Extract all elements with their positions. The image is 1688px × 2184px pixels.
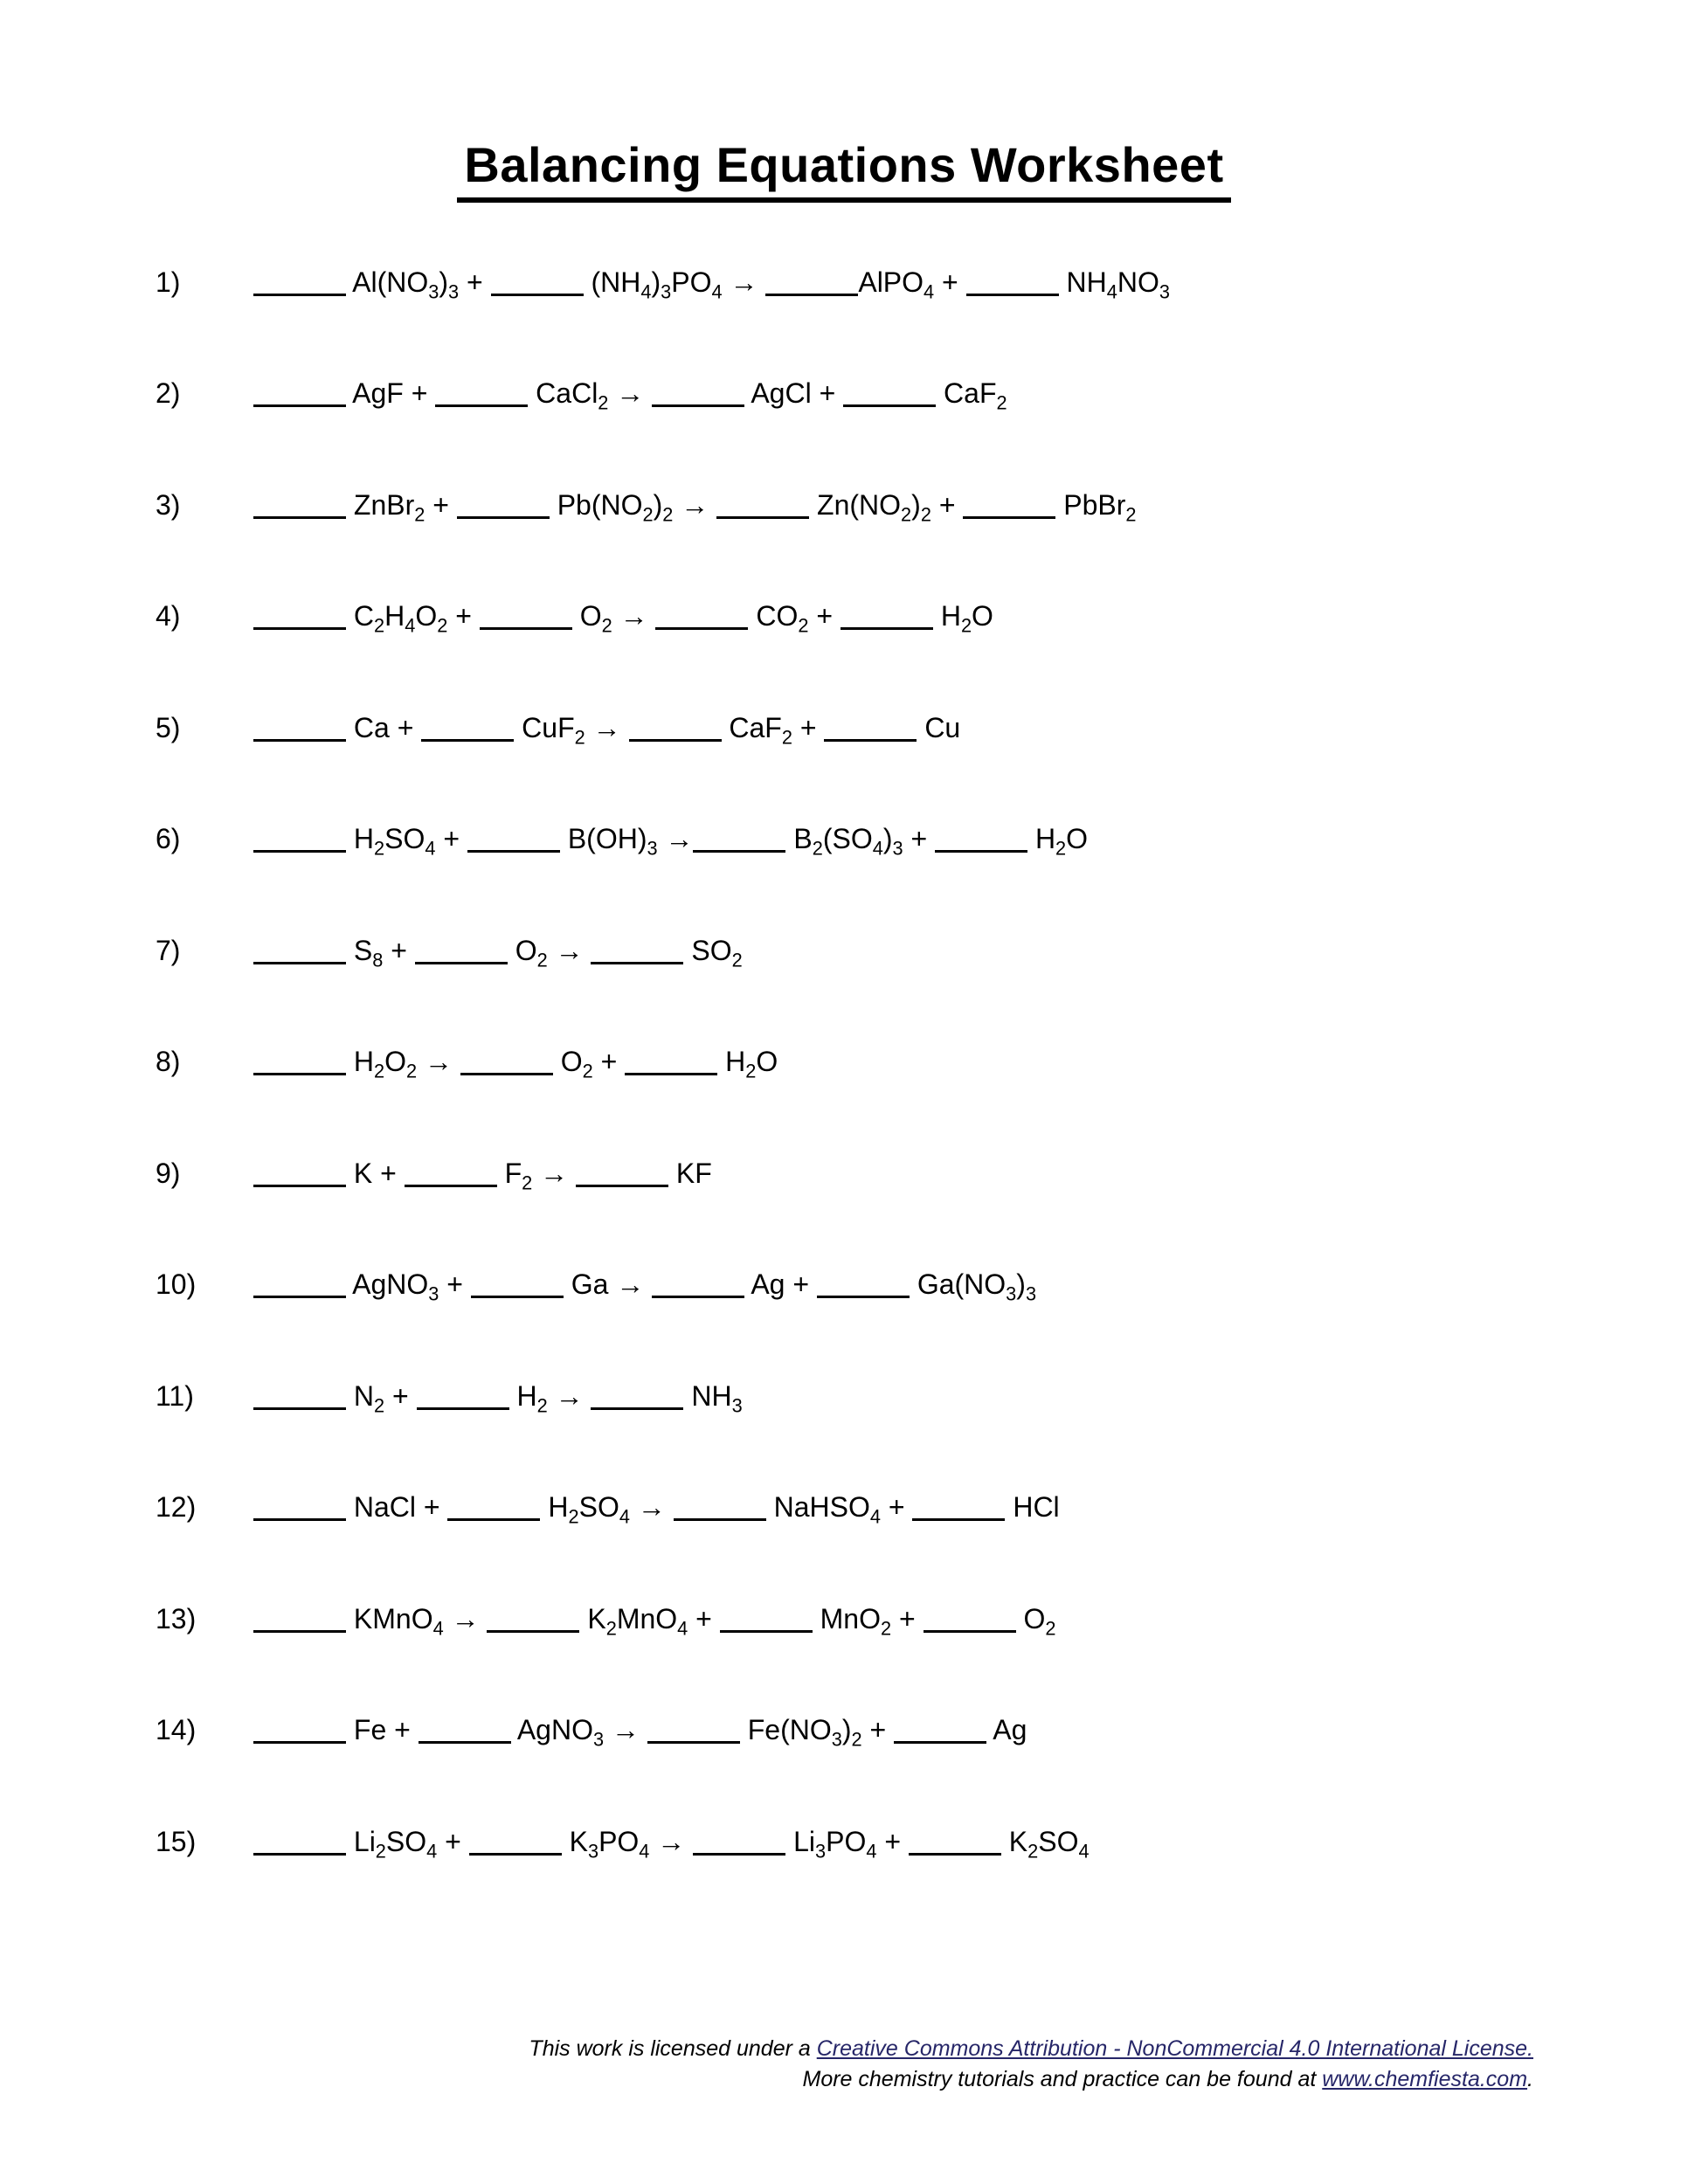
- answer-blank: [421, 732, 514, 742]
- license-footer: [529, 2034, 1533, 2095]
- answer-blank: [647, 1734, 740, 1744]
- answer-blank: [963, 509, 1055, 519]
- answer-blank: [935, 843, 1027, 853]
- answer-blank: [253, 397, 346, 407]
- answer-blank: [253, 732, 346, 742]
- chemfiesta-link[interactable]: www.chemfiesta.com: [1322, 2067, 1528, 2091]
- answer-blank: [924, 1623, 1016, 1633]
- answer-blank: [419, 1734, 511, 1744]
- equation-row: [156, 784, 1688, 895]
- page-title: Balancing Equations Worksheet: [457, 138, 1230, 203]
- equation-body: $S_8 + O_2 \to SO_2$: [253, 935, 743, 966]
- answer-blank: [471, 1289, 564, 1298]
- answer-blank: [487, 1623, 579, 1633]
- answer-blank: [435, 397, 528, 407]
- equation-number: 8): [156, 1046, 181, 1078]
- answer-blank: [253, 620, 346, 630]
- equation-row: [156, 1229, 1688, 1341]
- answer-blank: [469, 1846, 562, 1856]
- equation-number: 3): [156, 488, 181, 521]
- equation-number: 15): [156, 1825, 197, 1857]
- answer-blank: [652, 397, 744, 407]
- equation-row: [156, 1452, 1688, 1564]
- license-line: [529, 2034, 1533, 2064]
- answer-blank: [720, 1623, 813, 1633]
- license-text: This work is licensed under a: [529, 2036, 817, 2061]
- answer-blank: [629, 732, 722, 742]
- answer-blank: [467, 843, 560, 853]
- equation-body: NaCl + $H_2SO_4$ → NaHSO$_4$ + HCl: [253, 1491, 1060, 1523]
- answer-blank: [652, 1289, 744, 1298]
- answer-blank: [253, 1846, 346, 1856]
- answer-blank: [817, 1289, 910, 1298]
- equation-number: 11): [156, 1379, 194, 1412]
- equation-body: KMnO$_4$ → $K_2MnO_4 + MnO_2 + O_2$: [253, 1603, 1055, 1635]
- answer-blank: [912, 1511, 1005, 1521]
- answer-blank: [655, 620, 748, 630]
- equation-body: $H_2SO_4 + B(OH)_3 \to B_2(SO_4)_3 + H_2O$: [253, 823, 1088, 854]
- answer-blank: [253, 1066, 346, 1075]
- answer-blank: [824, 732, 917, 742]
- equation-list: [0, 227, 1688, 1898]
- equation-number: 5): [156, 711, 181, 743]
- answer-blank: [576, 1178, 668, 1187]
- equation-row: [156, 338, 1688, 450]
- answer-blank: [460, 1066, 553, 1075]
- more-tutorials-line: [529, 2064, 1533, 2095]
- answer-blank: [253, 955, 346, 964]
- equation-row: [156, 1341, 1688, 1453]
- answer-blank: [693, 843, 785, 853]
- equation-body: Fe + AgNO$_3$ → $Fe(NO_3)_2 + Ag$: [253, 1714, 1027, 1745]
- equation-row: [156, 227, 1688, 339]
- equation-number: 4): [156, 600, 181, 632]
- more-tutorials-text: More chemistry tutorials and practice can be found at: [802, 2067, 1323, 2091]
- answer-blank: [253, 1734, 346, 1744]
- answer-blank: [253, 1178, 346, 1187]
- answer-blank: [625, 1066, 717, 1075]
- equation-body: $H_2O_2 \to O_2 + H_2O$: [253, 1046, 778, 1077]
- equation-number: 2): [156, 377, 181, 410]
- equation-row: [156, 1564, 1688, 1676]
- answer-blank: [716, 509, 809, 519]
- equation-row: [156, 673, 1688, 784]
- answer-blank: [966, 287, 1059, 296]
- answer-blank: [841, 620, 933, 630]
- answer-blank: [765, 287, 858, 296]
- answer-blank: [447, 1511, 540, 1521]
- answer-blank: [253, 1400, 346, 1410]
- answer-blank: [253, 1289, 346, 1298]
- equation-number: 6): [156, 823, 181, 855]
- answer-blank: [591, 1400, 683, 1410]
- answer-blank: [491, 287, 584, 296]
- equation-row: [156, 1118, 1688, 1230]
- equation-body: $K + F_2$ → KF: [253, 1158, 712, 1189]
- answer-blank: [693, 1846, 785, 1856]
- answer-blank: [253, 843, 346, 853]
- equation-number: 1): [156, 266, 181, 298]
- equation-body: $C_2H_4O_2 + O_2 \to CO_2 + H_2O$: [253, 600, 993, 632]
- answer-blank: [457, 509, 550, 519]
- equation-body: AgF + CaCl$_2$ → AgCl + CaF$_2$: [253, 377, 1007, 409]
- equation-row: [156, 895, 1688, 1007]
- equation-body: Ca + CuF$_2$ → CaF$_2$ + Cu: [253, 712, 960, 743]
- answer-blank: [674, 1511, 766, 1521]
- title-area: [0, 0, 1688, 203]
- equation-number: 9): [156, 1157, 181, 1189]
- answer-blank: [405, 1178, 497, 1187]
- equation-row: [156, 1006, 1688, 1118]
- equation-number: 13): [156, 1602, 197, 1635]
- answer-blank: [253, 1623, 346, 1633]
- equation-number: 7): [156, 934, 181, 966]
- answer-blank: [909, 1846, 1001, 1856]
- equation-body: ZnBr$_2$ + $Pb(NO_2)_2 \to Zn(NO_2)_2$ + PbBr$_2$: [253, 489, 1137, 521]
- answer-blank: [415, 955, 508, 964]
- equation-row: [156, 1787, 1688, 1898]
- equation-body: AgNO$_3$ + $Ga \to Ag + Ga(NO_3)_3$: [253, 1268, 1036, 1300]
- answer-blank: [253, 509, 346, 519]
- answer-blank: [480, 620, 572, 630]
- equation-row: [156, 561, 1688, 673]
- equation-row: [156, 450, 1688, 562]
- equation-number: 12): [156, 1491, 197, 1524]
- sentence-period: .: [1527, 2067, 1533, 2091]
- equation-number: 10): [156, 1268, 197, 1301]
- equation-row: [156, 1675, 1688, 1787]
- equation-body: $Al(NO_3)_3 + (NH_4)_3PO_4$ → AlPO$_4$ + $NH_4NO_3$: [253, 266, 1170, 298]
- equation-number: 14): [156, 1714, 197, 1746]
- answer-blank: [253, 287, 346, 296]
- license-link[interactable]: Creative Commons Attribution - NonCommercial 4.0 International License.: [816, 2036, 1533, 2061]
- answer-blank: [591, 955, 683, 964]
- answer-blank: [894, 1734, 986, 1744]
- answer-blank: [843, 397, 936, 407]
- equation-body: $Li_2SO_4 + K_3PO_4 \to Li_3PO_4 + K_2SO_4$: [253, 1826, 1090, 1857]
- answer-blank: [253, 1511, 346, 1521]
- equation-body: $N_2 + H_2 \to NH_3$: [253, 1380, 743, 1412]
- answer-blank: [417, 1400, 509, 1410]
